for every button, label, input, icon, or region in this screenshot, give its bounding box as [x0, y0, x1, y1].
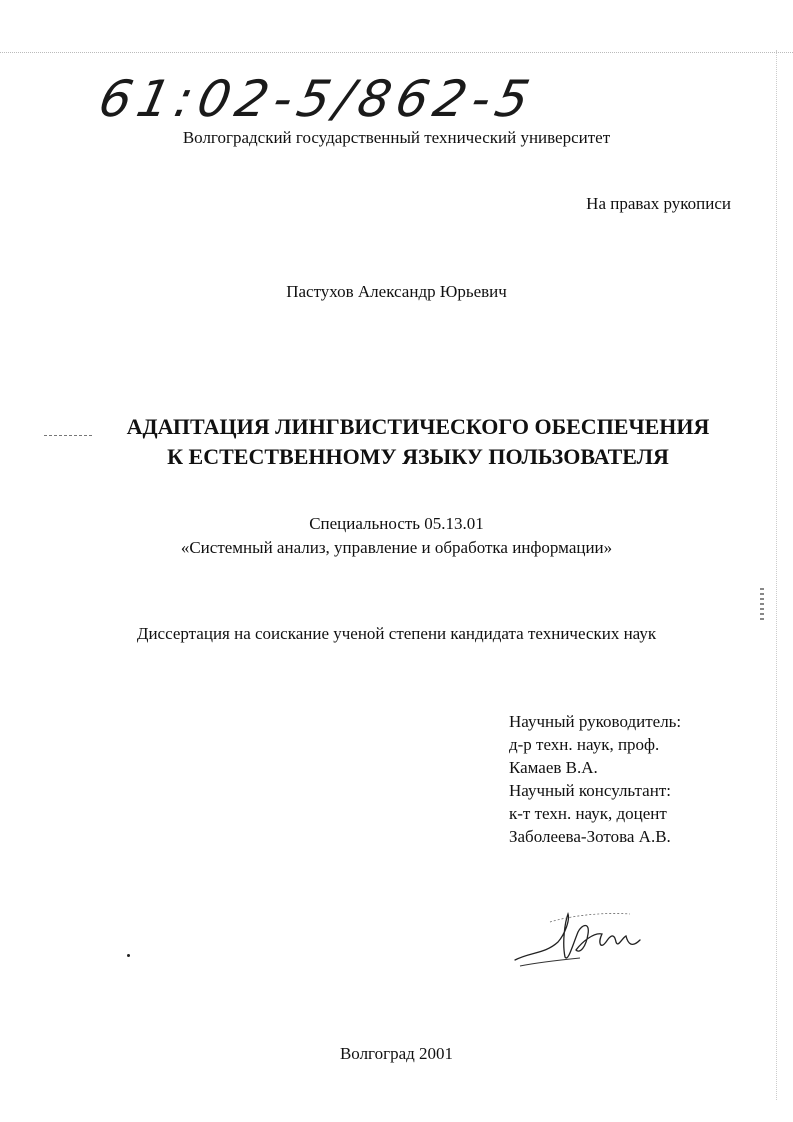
university-name: Волгоградский государственный технический университет [182, 128, 611, 147]
handwritten-inventory-number: 61:02-5/862-5 [93, 70, 541, 128]
stray-dot [127, 954, 130, 957]
handwritten-signature [510, 902, 650, 972]
advisor-line-5: к-т техн. наук, доцент [509, 804, 667, 823]
dissertation-degree-note: Диссертация на соискание ученой степени кандидата технических наук [136, 624, 657, 643]
advisor-line-1: Научный руководитель: [509, 712, 682, 731]
scan-edge-top [0, 52, 793, 53]
scan-edge-right [776, 50, 777, 1100]
specialty-name: «Системный анализ, управление и обработка информации» [180, 538, 613, 557]
author-name: Пастухов Александр Юрьевич [286, 282, 507, 301]
advisor-line-4: Научный консультант: [509, 781, 671, 800]
specialty-code: Специальность 05.13.01 [309, 514, 484, 533]
city-and-year: Волгоград 2001 [339, 1044, 454, 1063]
thesis-title-line-2: К ЕСТЕСТВЕННОМУ ЯЗЫКУ ПОЛЬЗОВАТЕЛЯ [167, 444, 669, 469]
advisor-line-2: д-р техн. наук, проф. [509, 735, 660, 754]
manuscript-rights-note: На правах рукописи [586, 194, 731, 213]
advisor-line-3: Камаев В.А. [509, 758, 598, 777]
scan-side-mark [760, 588, 764, 622]
thesis-title-line-1: АДАПТАЦИЯ ЛИНГВИСТИЧЕСКОГО ОБЕСПЕЧЕНИЯ [126, 414, 710, 439]
advisor-line-6: Заболеева-Зотова А.В. [509, 827, 671, 846]
